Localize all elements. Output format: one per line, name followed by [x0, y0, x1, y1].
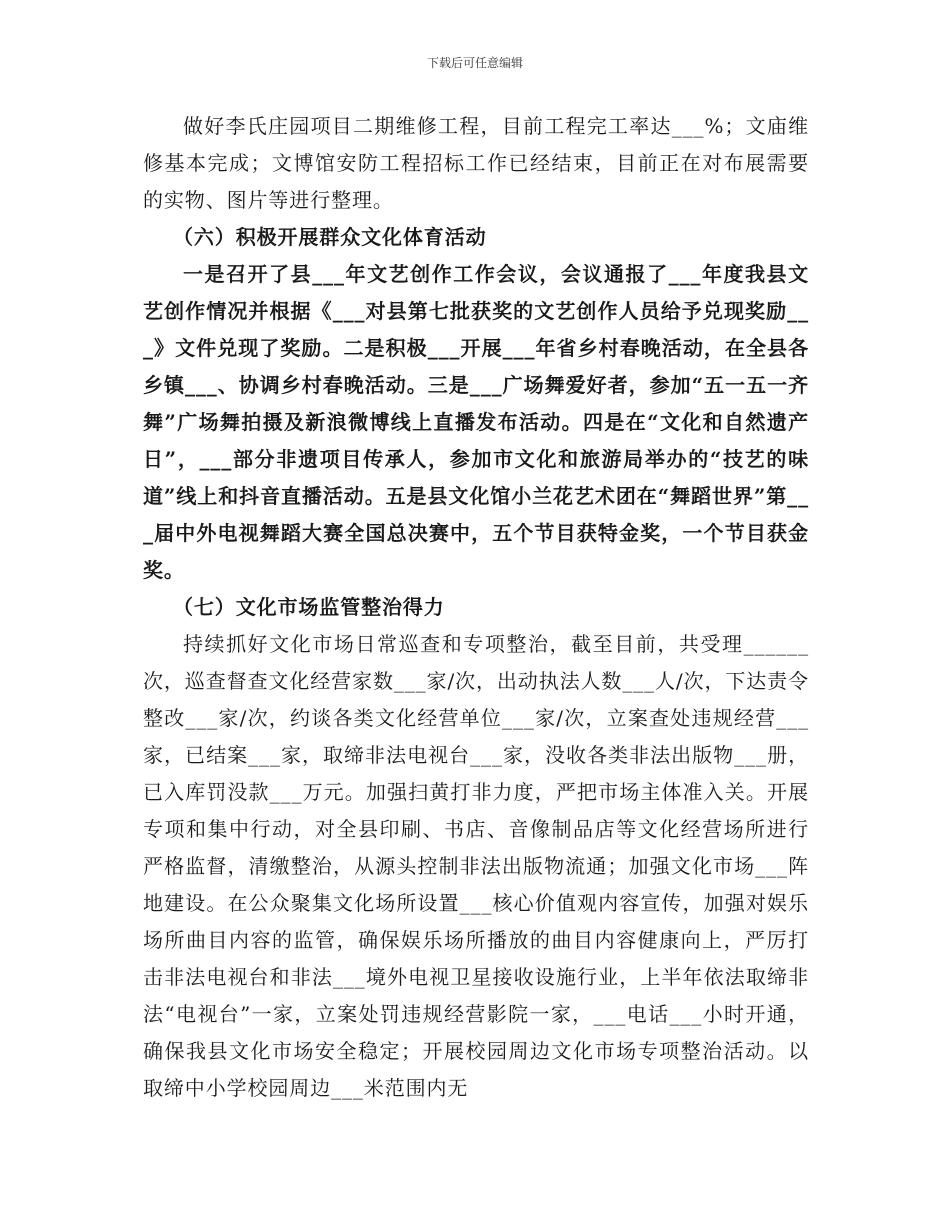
section-heading-6: （六）积极开展群众文化体育活动 [173, 225, 487, 249]
document-body [143, 108, 809, 1107]
page-header: 下载后可任意编辑 [426, 56, 523, 70]
section-heading-7: （七）文化市场监管整治得力 [173, 595, 445, 619]
paragraph-cultural-activities: 一是召开了县___年文艺创作工作会议，会议通报了___年度我县文艺创作情况并根据《___对县第七批获奖的文艺创作人员给予兑现奖励___》文件兑现了奖励。二是积极___开展___年省乡村春晚活动，在全县各乡镇___、协调乡村春晚活动。三是___广场舞爱好者，参加“五一五一齐舞”广场舞拍摄及新浪微博线上直播发布活动。四是在“文化和自然遗产日”，___部分非遗项目传承人，参加市文化和旅游局举办的“技艺的味道”线上和抖音直播活动。五是县文化馆小兰花艺术团在“舞蹈世界”第___届中外电视舞蹈大赛全国总决赛中，五个节目获特金奖，一个节目获金奖。 [143, 262, 809, 582]
paragraph-restoration-projects: 做好李氏庄园项目二期维修工程，目前工程完工率达___%；文庙维修基本完成；文博馆安防工程招标工作已经结束，目前正在对布展需要的实物、图片等进行整理。 [143, 114, 809, 212]
paragraph-market-supervision: 持续抓好文化市场日常巡查和专项整治，截至目前，共受理______次，巡查督查文化经营家数___家/次，出动执法人数___人/次，下达责令整改___家/次，约谈各类文化经营单位___家/次，立案查处违规经营___家，已结案___家，取缔非法电视台___家，没收各类非法出版物___册，已入库罚没款___万元。加强扫黄打非力度，严把市场主体准入关。开展专项和集中行动，对全县印刷、书店、音像制品店等文化经营场所进行严格监督，清缴整治，从源头控制非法出版物流通；加强文化市场___阵地建设。在公众聚集文化场所设置___核心价值观内容宣传，加强对娱乐场所曲目内容的监管，确保娱乐场所播放的曲目内容健康向上，严厉打击非法电视台和非法___境外电视卫星接收设施行业，上半年依法取缔非法“电视台”一家，立案处罚违规经营影院一家，___电话___小时开通，确保我县文化市场安全稳定；开展校园周边文化市场专项整治活动。以取缔中小学校园周边___米范围内无 [143, 632, 809, 1100]
